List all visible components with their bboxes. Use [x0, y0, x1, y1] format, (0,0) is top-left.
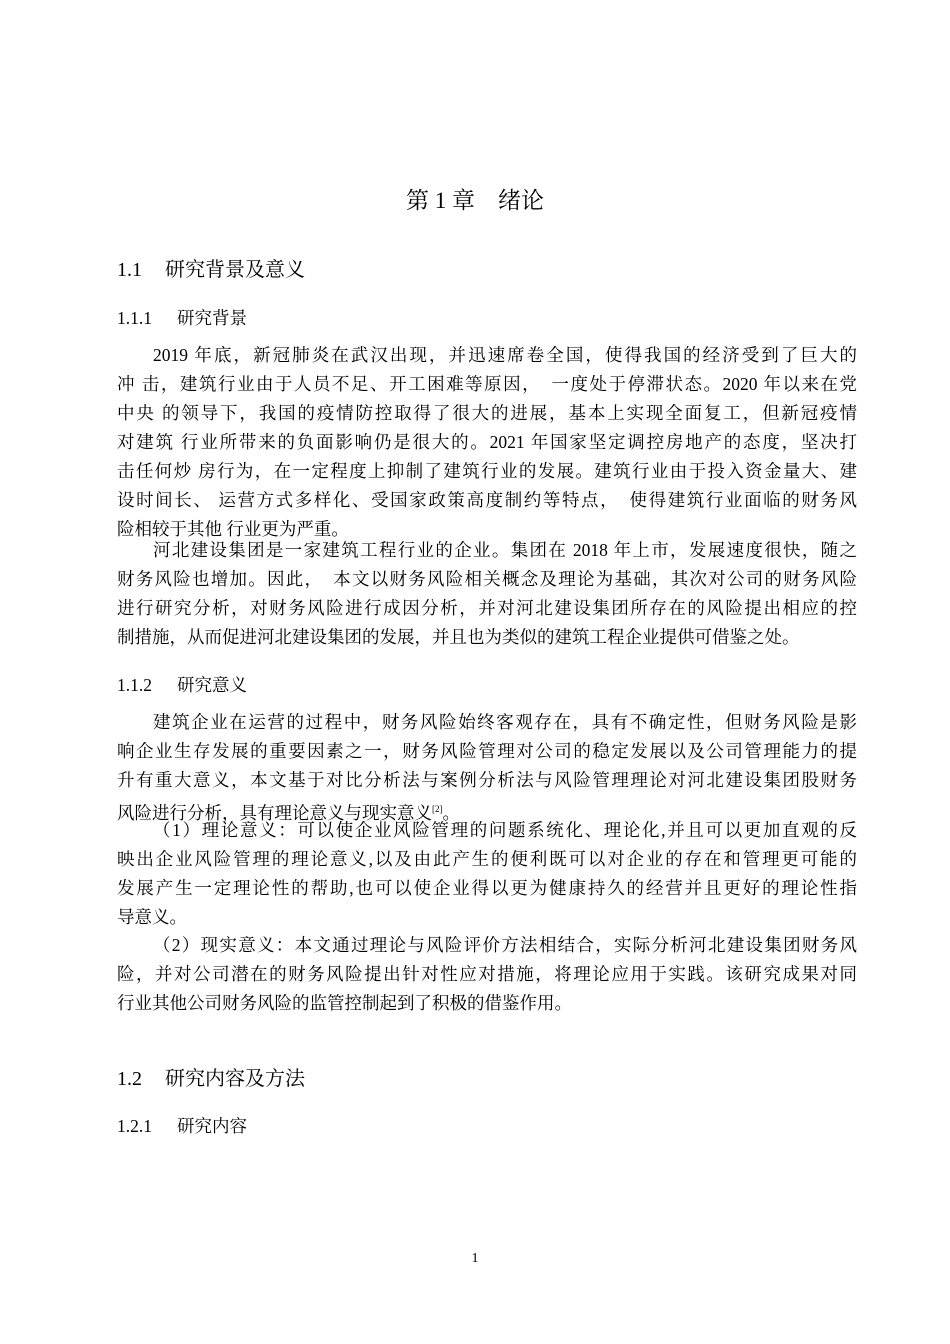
line-text: 设时间长、 运营方式多样化、受国家政策高度制约等特点， 使得建筑行业面临的财务风 — [117, 490, 857, 510]
text-line — [117, 845, 857, 874]
text-line — [117, 594, 857, 623]
paragraph-background-2 — [117, 536, 857, 652]
text-line — [117, 903, 857, 932]
line-text: 升有重大意义，本文基于对比分析法与案例分析法与风险管理理论对河北建设集团股财务 — [117, 770, 857, 790]
section-number: 1.1.1 — [117, 308, 152, 328]
text-line — [117, 428, 857, 457]
section-number: 1.1.2 — [117, 675, 152, 695]
line-text: 风险进行分析，具有理论意义与现实意义 — [117, 802, 432, 823]
section-heading-1-1-2 — [117, 672, 247, 697]
text-line — [117, 565, 857, 594]
text-line — [117, 457, 857, 486]
line-text: 发展产生一定理论性的帮助,也可以使企业得以更为健康持久的经营并且更好的理论性指 — [117, 878, 857, 898]
text-line — [117, 989, 857, 1018]
text-line — [117, 341, 857, 370]
line-text: 中央 的领导下，我国的疫情防控取得了很大的进展，基本上实现全面复工，但新冠疫情 — [117, 403, 857, 423]
section-title: 研究背景 — [177, 308, 247, 328]
paragraph-significance — [117, 708, 857, 824]
paragraph-theoretical-significance — [117, 816, 857, 932]
line-text: 冲 击，建筑行业由于人员不足、开工困难等原因， 一度处于停滞状态。2020 年以来在党 — [117, 374, 857, 394]
line-text: 财务风险也增加。因此， 本文以财务风险相关概念及理论为基础，其次对公司的财务风险 — [117, 569, 857, 589]
citation-reference[interactable]: [2] — [432, 804, 443, 814]
text-line — [117, 486, 857, 515]
section-title: 研究背景及意义 — [165, 259, 305, 281]
text-line — [117, 370, 857, 399]
line-text: （2）现实意义：本文通过理论与风险评价方法相结合，实际分析河北建设集团财务风 — [153, 935, 857, 955]
section-number: 1.2.1 — [117, 1116, 152, 1136]
section-heading-1-2 — [117, 1062, 305, 1091]
text-line — [117, 708, 857, 737]
text-line — [117, 766, 857, 795]
text-line — [117, 816, 857, 845]
paragraph-practical-significance — [117, 931, 857, 1018]
line-text: 击任何炒 房行为，在一定程度上抑制了建筑行业的发展。建筑行业由于投入资金量大、建 — [117, 461, 857, 481]
line-text: 建筑企业在运营的过程中，财务风险始终客观存在，具有不确定性，但财务风险是影 — [153, 712, 857, 732]
text-line — [117, 960, 857, 989]
line-text: 险相较于其他 行业更为严重。 — [117, 519, 349, 539]
page-number: 1 — [471, 1251, 479, 1266]
text-line — [117, 399, 857, 428]
section-heading-1-1 — [117, 253, 305, 282]
section-title: 研究意义 — [177, 675, 247, 695]
line-text: 河北建设集团是一家建筑工程行业的企业。集团在 2018 年上市，发展速度很快，随之 — [153, 540, 857, 560]
chapter-title: 第 1 章 绪论 — [406, 188, 544, 213]
section-heading-1-2-1 — [117, 1113, 247, 1138]
line-text: 进行研究分析，对财务风险进行成因分析，并对河北建设集团所存在的风险提出相应的控 — [117, 598, 857, 618]
line-text: 行业其他公司财务风险的监管控制起到了积极的借鉴作用。 — [117, 993, 572, 1013]
line-text: 响企业生存发展的重要因素之一，财务风险管理对公司的稳定发展以及公司管理能力的提 — [117, 741, 857, 761]
line-text: （1）理论意义：可以使企业风险管理的问题系统化、理论化,并且可以更加直观的反 — [153, 820, 857, 840]
section-heading-1-1-1 — [117, 305, 247, 330]
text-line — [117, 536, 857, 565]
text-line — [117, 931, 857, 960]
section-number: 1.1 — [117, 259, 142, 281]
section-number: 1.2 — [117, 1068, 142, 1090]
section-title: 研究内容及方法 — [165, 1068, 305, 1090]
section-title: 研究内容 — [177, 1116, 247, 1136]
line-text: 映出企业风险管理的理论意义,以及由此产生的便利既可以对企业的存在和管理更可能的 — [117, 849, 857, 869]
text-line — [117, 874, 857, 903]
line-text: 2019 年底，新冠肺炎在武汉出现，并迅速席卷全国，使得我国的经济受到了巨大的 — [153, 345, 857, 365]
line-text: 制措施，从而促进河北建设集团的发展，并且也为类似的建筑工程企业提供可借鉴之处。 — [117, 627, 800, 647]
line-text: 险，并对公司潜在的财务风险提出针对性应对措施，将理论应用于实践。该研究成果对同 — [117, 964, 857, 984]
line-text: 对建筑 行业所带来的负面影响仍是很大的。2021 年国家坚定调控房地产的态度，坚决打 — [117, 432, 857, 452]
paragraph-background-1 — [117, 341, 857, 544]
text-line — [117, 623, 857, 652]
line-tail: 。 — [442, 802, 460, 823]
text-line — [117, 737, 857, 766]
line-text: 导意义。 — [117, 907, 187, 927]
